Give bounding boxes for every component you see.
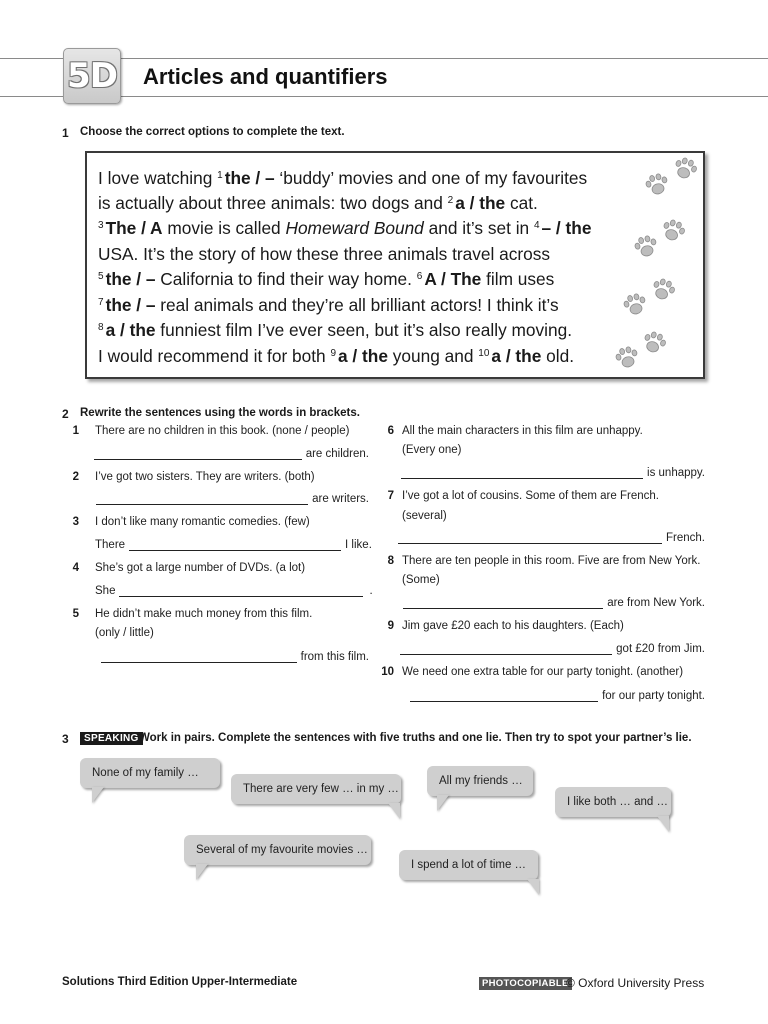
speech-bubble-tail (527, 879, 539, 895)
speech-bubble-tail (437, 795, 449, 811)
text-fragment: I would recommend it for both (98, 346, 331, 366)
speech-bubble-tail (196, 864, 208, 880)
answer-prefix: She (95, 585, 116, 597)
answer-options[interactable]: A / The (424, 269, 482, 289)
speech-bubble-text: Several of my favourite movies … (196, 844, 368, 856)
photocopiable-tag: PHOTOCOPIABLE (479, 977, 572, 990)
speech-bubble (184, 835, 371, 865)
answer-line (401, 467, 705, 479)
exercise-3-instruction: Work in pairs. Complete the sentences with five truths and one lie. Then try to spot your partner’s lie. (139, 732, 692, 744)
exercise-3-number: 3 (62, 732, 69, 746)
speech-bubble-tail (92, 787, 104, 803)
item-number: 1 (72, 425, 79, 437)
answer-line (94, 448, 369, 460)
text-fragment: cat. (505, 193, 538, 213)
answer-blank[interactable] (400, 645, 612, 655)
answer-ending: is unhappy. (647, 467, 705, 479)
speech-bubble (555, 787, 671, 817)
text-fragment: film uses (481, 269, 555, 289)
text-line (98, 168, 587, 189)
gap-number: 5 (98, 271, 104, 282)
text-fragment: ‘buddy’ movies and one of my favourites (274, 168, 588, 188)
answer-blank[interactable] (101, 653, 297, 663)
text-fragment: young and (387, 346, 479, 366)
item-sentence: I’ve got a lot of cousins. Some of them are French. (402, 490, 659, 502)
speech-bubble (427, 766, 533, 796)
item-number: 6 (387, 425, 394, 437)
speech-bubble-text: I like both … and … (567, 796, 668, 808)
speech-bubble-tail (388, 803, 400, 819)
item-sentence: Jim gave £20 each to his daughters. (Each) (402, 620, 624, 632)
gap-number: 10 (478, 348, 490, 359)
speech-bubble-text: I spend a lot of time … (411, 859, 527, 871)
item-number: 5 (72, 608, 79, 620)
answer-line (398, 532, 705, 544)
item-sentence: All the main characters in this film are unhappy. (402, 425, 643, 437)
unit-badge (63, 48, 121, 104)
answer-options[interactable]: – / the (541, 218, 592, 238)
answer-options[interactable]: the / – (105, 295, 156, 315)
item-prompt-words: (only / little) (95, 627, 154, 639)
gap-number: 4 (533, 220, 540, 231)
page-title: Articles and quantifiers (143, 64, 388, 89)
item-prompt-words: (Some) (402, 574, 440, 586)
exercise-1-instruction: Choose the correct options to complete the text. (80, 126, 345, 138)
item-number: 2 (72, 471, 79, 483)
text-line (98, 320, 572, 341)
answer-blank[interactable] (129, 541, 341, 551)
answer-ending: got £20 from Jim. (616, 643, 705, 655)
speaking-tag: SPEAKING (80, 732, 143, 745)
answer-options[interactable]: The / A (105, 218, 163, 238)
gap-number: 7 (98, 297, 104, 308)
speech-bubble-text: None of my family … (92, 767, 199, 779)
text-line (98, 269, 554, 290)
answer-line (95, 539, 372, 551)
item-number: 8 (387, 555, 394, 567)
footer-book-title: Solutions Third Edition Upper-Intermediate (62, 976, 298, 988)
text-fragment: real animals and they’re all brilliant actors! I think it’s (155, 295, 559, 315)
answer-blank[interactable] (401, 469, 643, 479)
gap-number: 8 (98, 322, 104, 333)
answer-blank[interactable] (94, 450, 302, 460)
answer-options[interactable]: a / the (338, 346, 388, 366)
gap-number: 6 (416, 271, 423, 282)
film-title: Homeward Bound (285, 218, 424, 238)
text-fragment: is actually about three animals: two dogs and (98, 193, 448, 213)
answer-ending: . (369, 585, 373, 597)
text-fragment: funniest film I’ve ever seen, but it’s also really moving. (155, 320, 573, 340)
answer-ending: are from New York. (607, 597, 705, 609)
answer-blank[interactable] (398, 534, 662, 544)
answer-line (96, 493, 369, 505)
answer-line (101, 651, 369, 663)
answer-ending: I like. (345, 539, 372, 551)
answer-blank[interactable] (119, 587, 363, 597)
answer-ending: for our party tonight. (602, 690, 705, 702)
answer-line (95, 585, 373, 597)
speech-bubble-tail (657, 816, 669, 832)
answer-options[interactable]: the / – (105, 269, 156, 289)
item-number: 10 (381, 666, 394, 678)
gap-number: 9 (330, 348, 337, 359)
exercise-2-number: 2 (62, 407, 69, 421)
item-prompt-words: (several) (402, 510, 447, 522)
text-fragment: USA. It’s the story of how these three animals travel across (98, 244, 551, 264)
text-line (98, 218, 591, 239)
gap-number: 1 (217, 170, 223, 181)
exercise-2-instruction: Rewrite the sentences using the words in brackets. (80, 407, 360, 419)
text-line (98, 346, 574, 367)
item-number: 9 (387, 620, 394, 632)
answer-options[interactable]: a / the (491, 346, 542, 366)
answer-prefix: There (95, 539, 126, 551)
text-fragment: I love watching (98, 168, 218, 188)
answer-blank[interactable] (410, 692, 598, 702)
item-number: 4 (72, 562, 79, 574)
answer-blank[interactable] (403, 599, 603, 609)
answer-options[interactable]: the / – (224, 168, 275, 188)
answer-options[interactable]: a / the (455, 193, 506, 213)
answer-line (400, 643, 705, 655)
text-fragment: and it’s set in (423, 218, 534, 238)
item-sentence: There are no children in this book. (none / people) (95, 425, 350, 437)
item-sentence: I don’t like many romantic comedies. (few) (95, 516, 310, 528)
item-number: 3 (72, 516, 79, 528)
speech-bubble (399, 850, 538, 880)
item-sentence: He didn’t make much money from this film. (95, 608, 313, 620)
speech-bubble (231, 774, 401, 804)
answer-line (410, 690, 705, 702)
item-sentence: She’s got a large number of DVDs. (a lot) (95, 562, 306, 574)
answer-ending: are children. (305, 448, 369, 460)
speech-bubble (80, 758, 220, 788)
answer-blank[interactable] (96, 495, 308, 505)
item-sentence: We need one extra table for our party tonight. (another) (402, 666, 684, 678)
footer-copyright: © Oxford University Press (566, 976, 705, 990)
answer-ending: are writers. (312, 493, 369, 505)
unit-label: 5D (67, 56, 117, 96)
text-fragment: old. (541, 346, 575, 366)
speech-bubble-text: All my friends … (439, 775, 523, 787)
gap-number: 3 (98, 220, 104, 231)
exercise-1-number: 1 (62, 126, 69, 140)
answer-line (403, 597, 705, 609)
answer-options[interactable]: a / the (105, 320, 156, 340)
item-number: 7 (387, 490, 394, 502)
text-line (98, 193, 538, 214)
item-sentence: There are ten people in this room. Five are from New York. (402, 555, 701, 567)
text-fragment: movie is called (162, 218, 286, 238)
answer-ending: French. (666, 532, 705, 544)
speech-bubble-text: There are very few … in my … (243, 783, 399, 795)
gap-number: 2 (447, 195, 454, 206)
item-sentence: I’ve got two sisters. They are writers. (both) (95, 471, 315, 483)
item-prompt-words: (Every one) (402, 444, 462, 456)
answer-ending: from this film. (300, 651, 369, 663)
text-line (98, 244, 550, 265)
text-line (98, 295, 559, 316)
text-fragment: California to find their way home. (155, 269, 417, 289)
